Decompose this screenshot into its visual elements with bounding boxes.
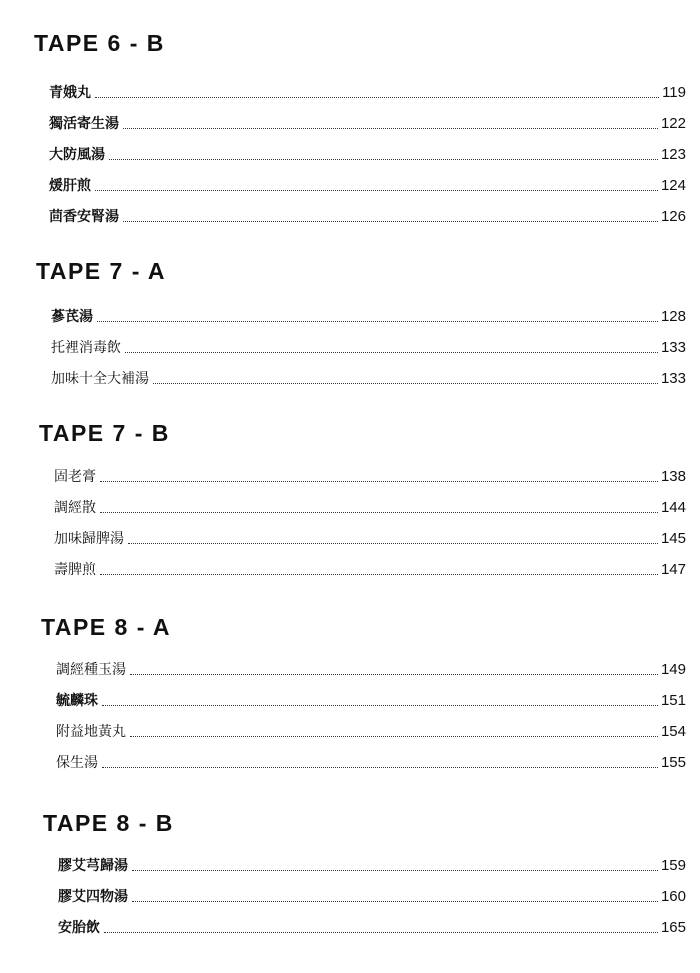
entry-page-number: 155 [660, 754, 686, 771]
entry-list [34, 72, 686, 227]
entry-name: 調經散 [54, 500, 96, 516]
dot-leader [153, 383, 658, 384]
entry-list [41, 649, 686, 773]
entry-page-number: 138 [660, 468, 686, 485]
entry-page-number: 151 [660, 692, 686, 709]
entry-name: 獨活寄生湯 [49, 116, 119, 132]
entry-name: 毓麟珠 [56, 693, 98, 709]
entry-page-number: 133 [660, 370, 686, 387]
section-tape-7-a [36, 256, 686, 389]
entry-page-number: 128 [660, 308, 686, 325]
entry-name: 加味十全大補湯 [51, 371, 149, 387]
entry-page-number: 145 [660, 530, 686, 547]
dot-leader [102, 705, 658, 706]
entry-name: 加味歸脾湯 [54, 531, 124, 547]
section-title: TAPE 8 - A [41, 614, 172, 640]
toc-entry[interactable] [56, 711, 686, 742]
section-tape-7-b [39, 418, 686, 580]
dot-leader [123, 221, 658, 222]
entry-name: 青娥丸 [49, 85, 91, 101]
dot-leader [95, 97, 659, 98]
dot-leader [130, 736, 658, 737]
toc-entry[interactable] [49, 134, 686, 165]
entry-name: 膠艾四物湯 [58, 889, 128, 905]
entry-page-number: 126 [660, 208, 686, 225]
dot-leader [132, 870, 658, 871]
toc-entry[interactable] [54, 518, 686, 549]
dot-leader [128, 543, 658, 544]
section-tape-6-b [34, 28, 686, 227]
entry-list [36, 296, 686, 389]
entry-list [39, 456, 686, 580]
toc-entry[interactable] [54, 549, 686, 580]
entry-name: 煖肝煎 [49, 178, 91, 194]
entry-name: 膠艾芎歸湯 [58, 858, 128, 874]
entry-name: 托裡消毒飲 [51, 340, 121, 356]
section-tape-8-a [41, 612, 686, 773]
dot-leader [109, 159, 658, 160]
dot-leader [130, 674, 658, 675]
entry-name: 蔘芪湯 [51, 309, 93, 325]
dot-leader [95, 190, 658, 191]
dot-leader [100, 512, 658, 513]
toc-entry[interactable] [51, 296, 686, 327]
section-tape-8-b [43, 808, 686, 938]
section-title: TAPE 7 - B [39, 420, 170, 446]
dot-leader [102, 767, 658, 768]
entry-page-number: 123 [660, 146, 686, 163]
toc-entry[interactable] [54, 456, 686, 487]
dot-leader [125, 352, 658, 353]
entry-page-number: 149 [660, 661, 686, 678]
entry-name: 大防風湯 [49, 147, 105, 163]
toc-entry[interactable] [49, 103, 686, 134]
section-title: TAPE 8 - B [43, 810, 174, 836]
toc-entry[interactable] [56, 649, 686, 680]
entry-name: 茴香安腎湯 [49, 209, 119, 225]
entry-name: 保生湯 [56, 755, 98, 771]
entry-name: 調經種玉湯 [56, 662, 126, 678]
toc-entry[interactable] [51, 358, 686, 389]
toc-entry[interactable] [51, 327, 686, 358]
toc-entry[interactable] [56, 742, 686, 773]
dot-leader [100, 574, 658, 575]
dot-leader [97, 321, 658, 322]
entry-name: 安胎飲 [58, 920, 100, 936]
entry-list [43, 845, 686, 938]
entry-name: 附益地黃丸 [56, 724, 126, 740]
dot-leader [123, 128, 658, 129]
dot-leader [132, 901, 658, 902]
entry-page-number: 144 [660, 499, 686, 516]
toc-entry[interactable] [49, 72, 686, 103]
toc-entry[interactable] [58, 845, 686, 876]
toc-entry[interactable] [56, 680, 686, 711]
entry-page-number: 119 [662, 84, 686, 101]
entry-name: 壽脾煎 [54, 562, 96, 578]
entry-page-number: 122 [660, 115, 686, 132]
section-title: TAPE 7 - A [36, 258, 167, 284]
toc-entry[interactable] [58, 876, 686, 907]
entry-name: 固老膏 [54, 469, 96, 485]
entry-page-number: 133 [660, 339, 686, 356]
entry-page-number: 147 [660, 561, 686, 578]
toc-entry[interactable] [49, 165, 686, 196]
dot-leader [100, 481, 658, 482]
entry-page-number: 154 [660, 723, 686, 740]
section-title: TAPE 6 - B [34, 30, 165, 56]
entry-page-number: 165 [660, 919, 686, 936]
toc-entry[interactable] [54, 487, 686, 518]
entry-page-number: 159 [660, 857, 686, 874]
dot-leader [104, 932, 658, 933]
toc-entry[interactable] [58, 907, 686, 938]
entry-page-number: 124 [660, 177, 686, 194]
toc-entry[interactable] [49, 196, 686, 227]
entry-page-number: 160 [660, 888, 686, 905]
